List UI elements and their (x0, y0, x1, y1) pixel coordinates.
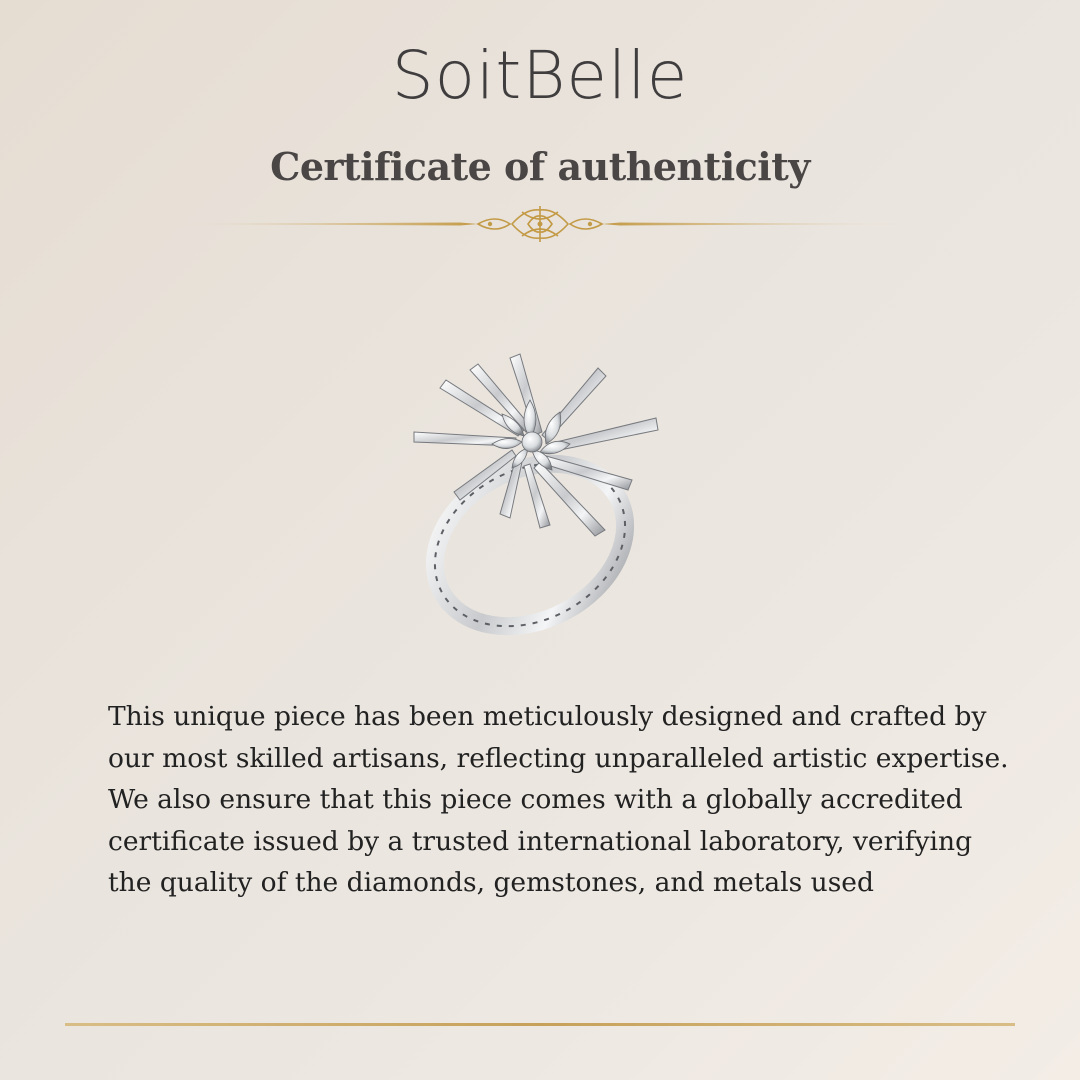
gold-divider-ornament (160, 204, 920, 244)
footer-gold-rule (65, 1023, 1015, 1026)
description-paragraph: This unique piece has been meticulously designed and crafted by our most skilled artisans, reflecting unparalleled artistic expertise. We also ensure that this piece comes with a globally accredited certificate issued by a trusted international laboratory, verifying the quality of the diamonds, gemstones, and metals used (108, 701, 1009, 898)
brand-logo: SoitBelle (391, 37, 689, 114)
page-title: Certificate of authenticity (270, 144, 810, 189)
ring-product-image (400, 340, 670, 640)
